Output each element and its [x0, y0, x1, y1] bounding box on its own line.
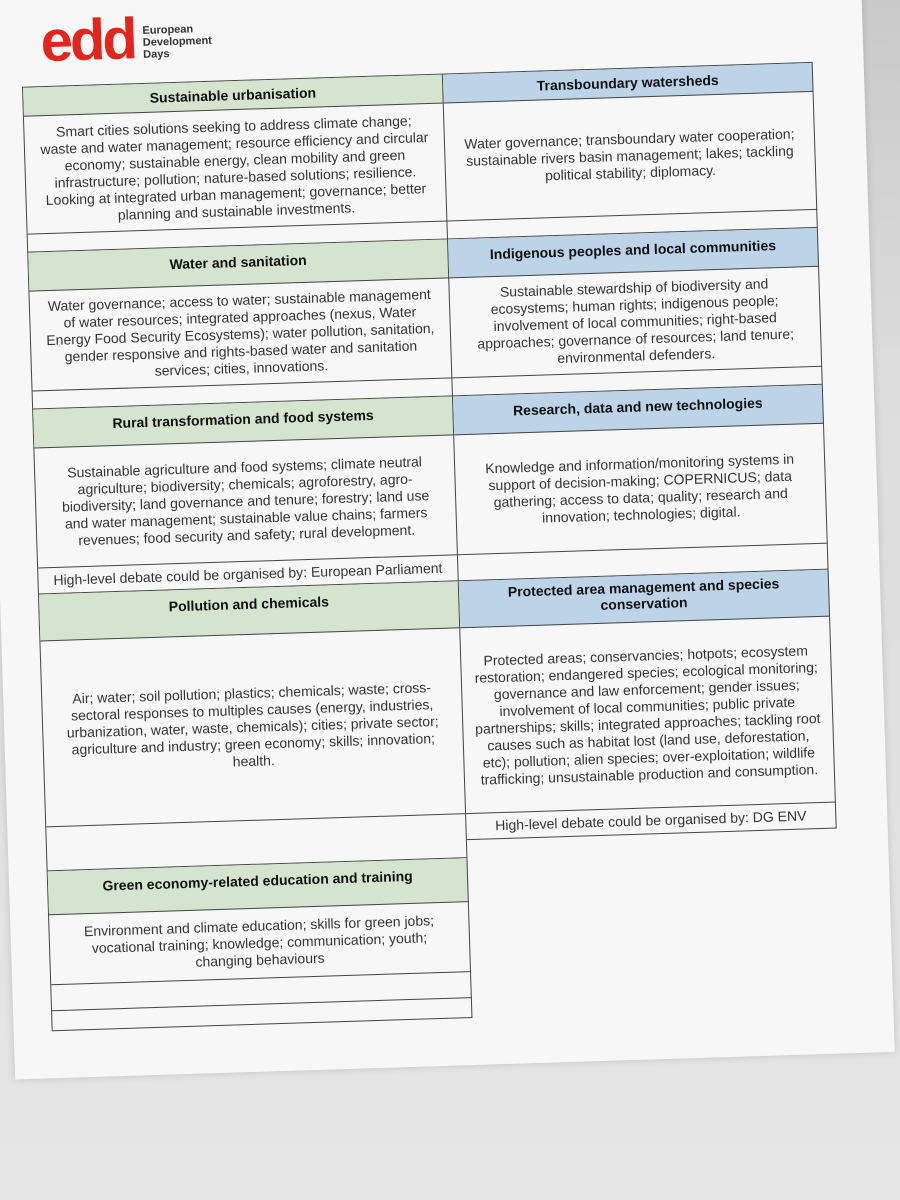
- protected-body: [460, 617, 836, 815]
- table-row: [40, 617, 835, 828]
- rural-text: Sustainable agriculture and food systems; climate neutral agriculture; biodiversity; chemicals; agroforestry, agro-biodiversity; land governance and tenure; forestry; land use and water management; sustainable value chains; farmers revenues; food security and safety; rural development.: [61, 453, 430, 549]
- research-text: Knowledge and information/monitoring systems in support of decision-making; COPERNICUS; data gathering; access to data; quality; research and innovation; technologies; digital.: [484, 450, 795, 526]
- protected-text: Protected areas; conservancies; hotpots; ecosystem restoration; endangered species; ecological monitoring; governance and law enforcement; gender issues; involvement of local communities; public private partnerships; skills; integrated approaches; tackling root causes such as habitat lost (land use, deforestation, etc); pollution; alien species; over-exploitation; wildlife trafficking; unsustainable production and consumption.: [474, 641, 821, 788]
- logo-line-1: European: [142, 23, 194, 37]
- pollution-body: [40, 628, 466, 827]
- education-body: [49, 902, 471, 985]
- education-header: Green economy-related education and training: [48, 858, 469, 915]
- urbanisation-header: Sustainable urbanisation: [23, 75, 444, 117]
- research-body: [454, 424, 828, 556]
- education-text: Environment and climate education; skills for green jobs; vocational training; knowledge; communication; youth; changing behaviours: [83, 912, 435, 970]
- pollution-header: Pollution and chemicals: [39, 581, 460, 641]
- logo-line-2: Development: [142, 34, 213, 49]
- water-header: Water and sanitation: [28, 239, 449, 291]
- rural-note: High-level debate could be organised by: European Parliament: [38, 555, 459, 594]
- research-header: Research, data and new technologies: [453, 385, 824, 436]
- indigenous-header: Indigenous peoples and local communities: [448, 228, 819, 279]
- topics-table: [22, 62, 842, 1031]
- edd-logo: [39, 6, 213, 75]
- watersheds-header: Transboundary watersheds: [443, 63, 814, 104]
- logo-mark: edd: [39, 6, 136, 75]
- urbanisation-body: [24, 104, 447, 235]
- indigenous-text: Sustainable stewardship of biodiversity and ecosystems; human rights; indigenous people; involvement of local communities; right-based approaches; governance of resources; land tenure; environmental defenders.: [477, 275, 795, 367]
- logo-text: [142, 23, 212, 63]
- indigenous-body: [449, 267, 822, 379]
- protected-note: High-level debate could be organised by: DG ENV: [466, 803, 837, 841]
- watersheds-text: Water governance; transboundary water cooperation; sustainable rivers basin management; lakes; tackling political stability; diplomacy.: [464, 125, 795, 184]
- logo-line-3: Days: [142, 48, 170, 61]
- rural-body: [34, 435, 458, 568]
- water-text: Water governance; access to water; sustainable management of water resources; integrated approaches (nexus, Water Energy Food Security Ecosystems); water pollution, sanitation, gender responsive and rights-based water and sanitation services; cities, innovations.: [46, 286, 435, 379]
- empty-area: [469, 890, 841, 972]
- rural-header: Rural transformation and food systems: [33, 396, 454, 448]
- protected-header: Protected area management and species conservation: [459, 570, 830, 629]
- water-body: [29, 278, 452, 391]
- urbanisation-text: Smart cities solutions seeking to address climate change; waste and water management; resource efficiency and circular economy; sustainable energy, clean mobility and green infrastructure; pollution; nature-based solutions; resilience. Looking at integrated urban management; governance; better planning and sustainable investments.: [40, 112, 429, 223]
- watersheds-body: [444, 92, 818, 222]
- pollution-text: Air; water; soil pollution; plastics; chemicals; waste; cross-sectoral responses to multiples causes (energy, industries, urbanization, water, waste, chemicals); cities; private sector; agriculture and industry; green economy; skills; innovation; health.: [66, 679, 439, 770]
